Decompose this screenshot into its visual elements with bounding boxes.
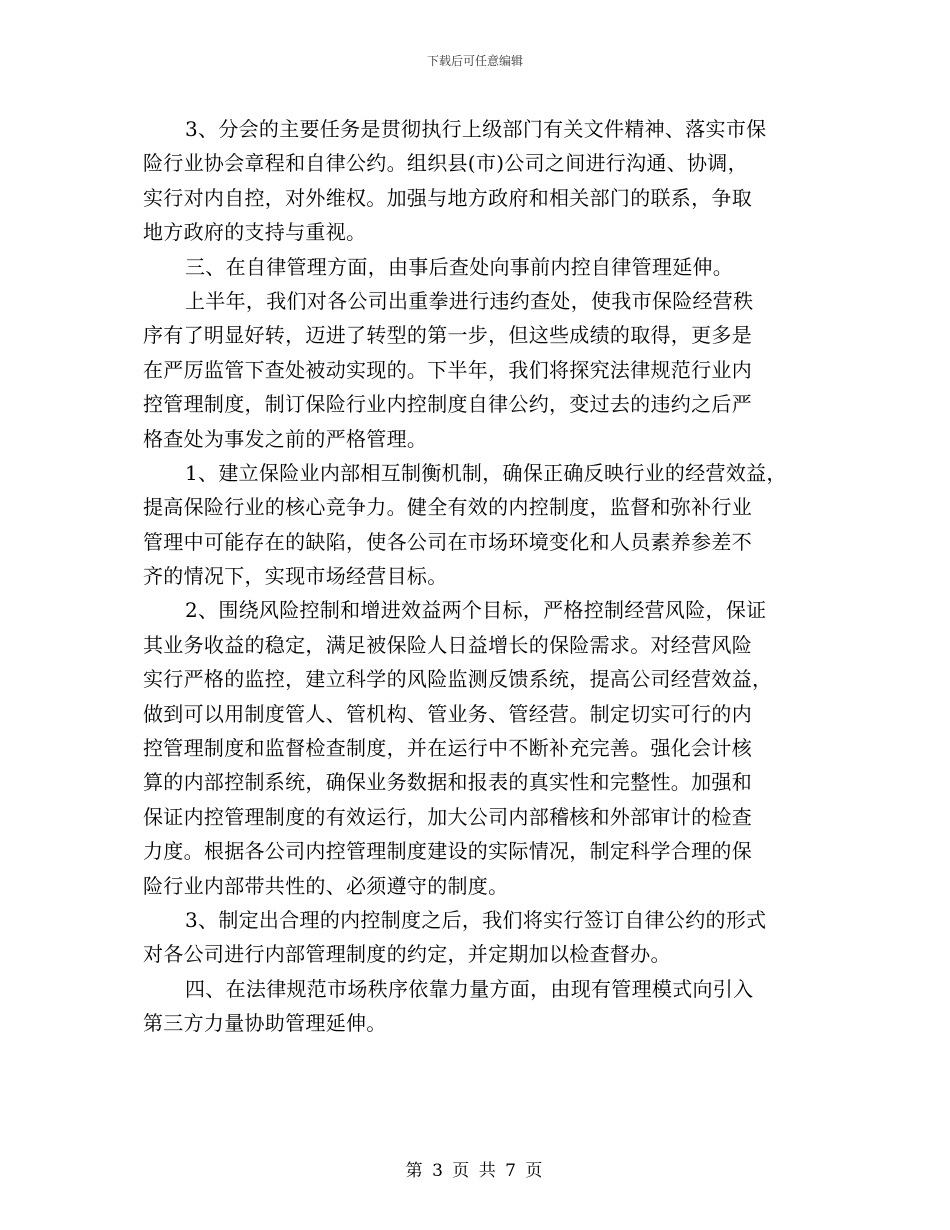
- text-line: 上半年，我们对各公司出重拳进行违约查处，使我市保险经营秩: [185, 288, 754, 313]
- text-line: 实行严格的监控，建立科学的风险监测反馈系统，提高公司经营效益，: [143, 667, 773, 692]
- document-body: [143, 112, 823, 1041]
- text-line: 险行业内部带共性的、必须遵守的制度。: [143, 873, 509, 898]
- text-line: 地方政府的支持与重视。: [143, 220, 367, 245]
- text-line: 3、分会的主要任务是贯彻执行上级部门有关文件精神、落实市保: [185, 117, 767, 141]
- text-line: 1、建立保险业内部相互制衡机制，确保正确反映行业的经营效益，: [185, 460, 787, 485]
- text-line: 控管理制度和监督检查制度，并在运行中不断补充完善。强化会计核: [143, 736, 752, 761]
- text-line: 算的内部控制系统，确保业务数据和报表的真实性和完整性。加强和: [143, 770, 752, 795]
- text-line: 三、在自律管理方面，由事后查处向事前内控自律管理延伸。: [185, 254, 734, 279]
- text-line: 第三方力量协助管理延伸。: [143, 1011, 387, 1036]
- text-line: 四、在法律规范市场秩序依靠力量方面，由现有管理模式向引入: [185, 976, 754, 1001]
- text-line: 齐的情况下，实现市场经营目标。: [143, 564, 448, 589]
- text-line: 保证内控管理制度的有效运行，加大公司内部稽核和外部审计的检查: [143, 804, 752, 829]
- page-header: 下载后可任意编辑: [426, 54, 523, 68]
- page-footer: 第 3 页 共 7 页: [405, 1161, 545, 1181]
- text-line: 对各公司进行内部管理制度的约定，并定期加以检查督办。: [143, 942, 671, 967]
- text-line: 序有了明显好转，迈进了转型的第一步，但这些成绩的取得，更多是: [143, 323, 752, 348]
- text-line: 力度。根据各公司内控管理制度建设的实际情况，制定科学合理的保: [143, 839, 752, 864]
- text-line: 实行对内自控，对外维权。加强与地方政府和相关部门的联系，争取: [143, 185, 752, 210]
- text-line: 控管理制度，制订保险行业内控制度自律公约，变过去的违约之后严: [143, 392, 752, 417]
- text-line: 在严厉监管下查处被动实现的。下半年，我们将探究法律规范行业内: [143, 357, 752, 382]
- text-line: 格查处为事发之前的严格管理。: [143, 426, 428, 451]
- text-line: 提高保险行业的核心竞争力。健全有效的内控制度，监督和弥补行业: [143, 495, 752, 520]
- text-line: 其业务收益的稳定，满足被保险人日益增长的保险需求。对经营风险: [143, 632, 752, 657]
- text-line: 险行业协会章程和自律公约。组织县(市)公司之间进行沟通、协调，: [143, 151, 748, 176]
- text-line: 3、制定出合理的内控制度之后，我们将实行签订自律公约的形式: [185, 907, 767, 932]
- text-line: 2、围绕风险控制和增进效益两个目标，严格控制经营风险，保证: [185, 598, 767, 623]
- text-line: 管理中可能存在的缺陷，使各公司在市场环境变化和人员素养参差不: [143, 529, 752, 554]
- text-line: 做到可以用制度管人、管机构、管业务、管经营。制定切实可行的内: [143, 701, 752, 726]
